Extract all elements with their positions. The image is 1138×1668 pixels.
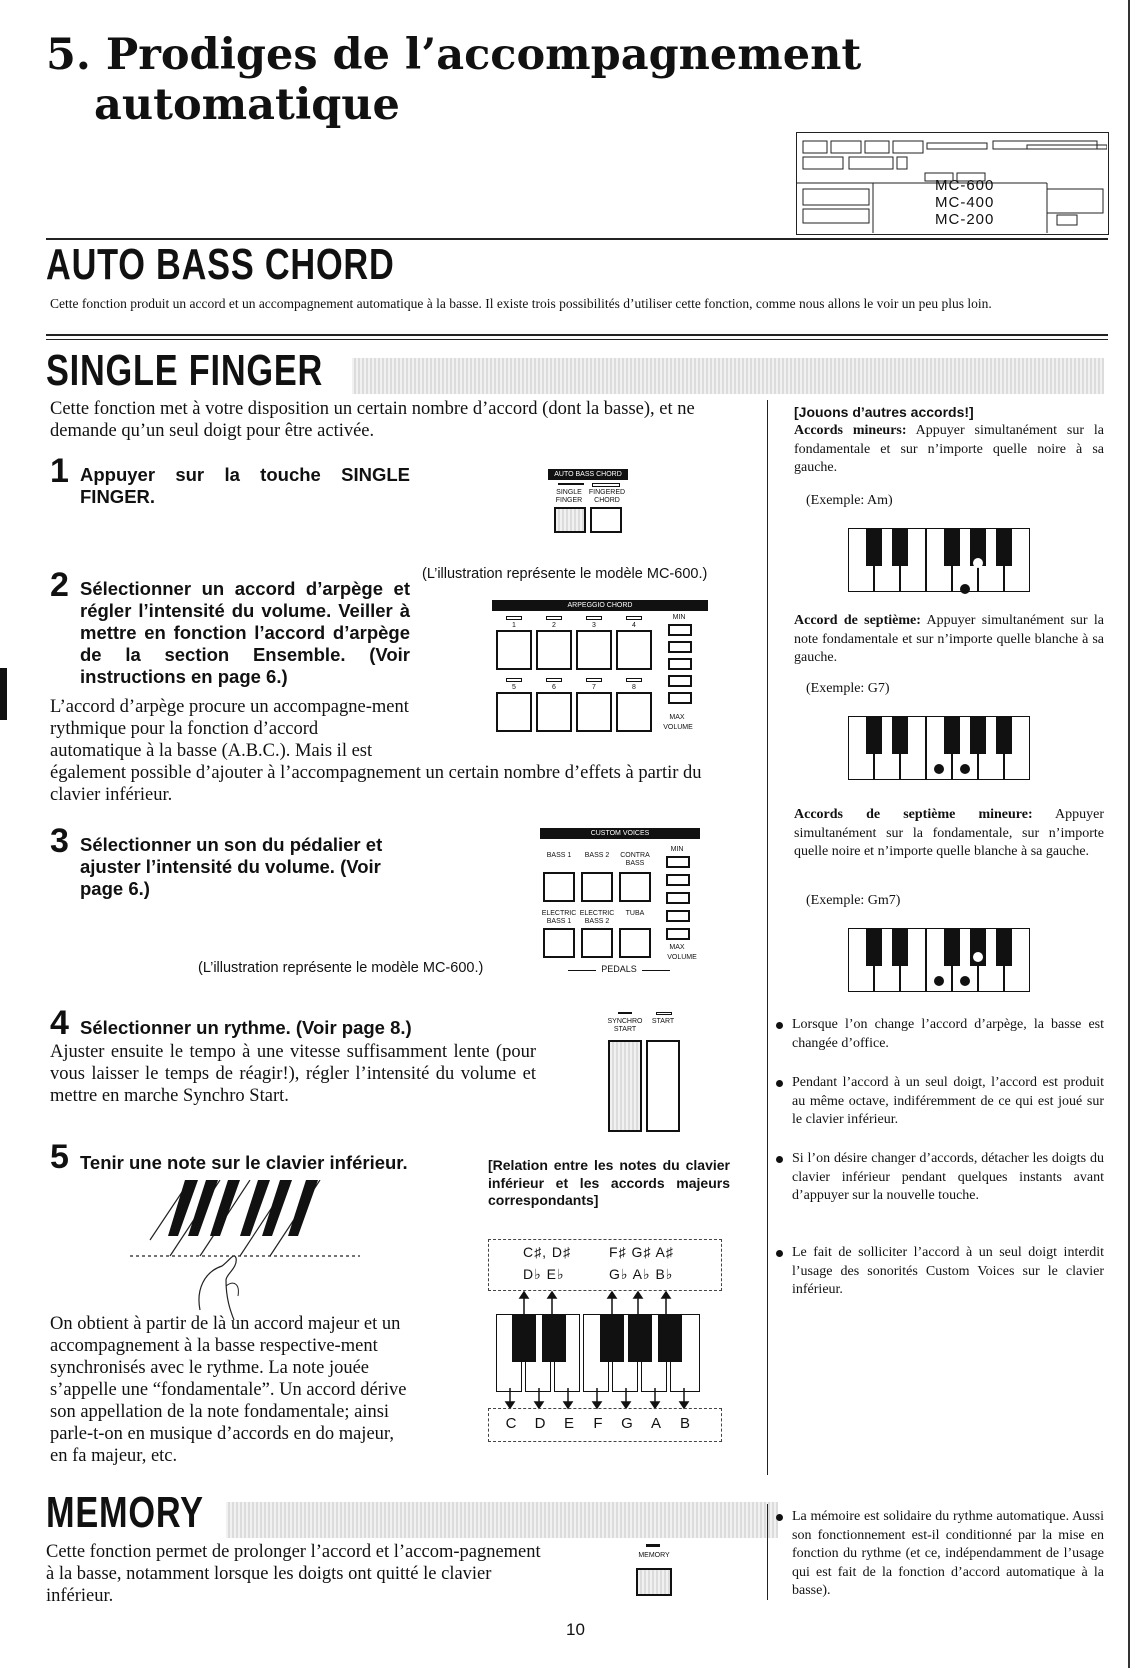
- single-finger-intro: Cette fonction met à votre disposition un certain nombre d’accord (dont la basse), et ne demande qu’un seul doigt pour être activée.: [50, 399, 695, 441]
- hand-keyboard-icon: [130, 1180, 360, 1320]
- arp-chord-button-4[interactable]: [616, 630, 652, 670]
- natural-note: D: [534, 1415, 546, 1432]
- chord-keyboard-gm7: [848, 928, 1032, 992]
- chapter-title-line2: automatique: [94, 80, 400, 130]
- arp-chord-button-8[interactable]: [616, 692, 652, 732]
- arp-number-label: 7: [592, 684, 596, 691]
- column-divider: [767, 400, 768, 1475]
- arp-volume-step[interactable]: [668, 658, 692, 670]
- relation-keyboard: [496, 1314, 704, 1392]
- arp-chord-button-6[interactable]: [536, 692, 572, 732]
- minor7-label: Accords de septième mineure:: [794, 807, 1033, 822]
- natural-note: B: [679, 1415, 690, 1432]
- single-finger-label: SINGLE FINGER: [555, 489, 583, 504]
- bullet-text: Lorsque l’on change l’accord d’arpège, la basse est changée d’office.: [792, 1017, 1104, 1051]
- black-key: [996, 528, 1012, 566]
- arp-chord-button-5[interactable]: [496, 692, 532, 732]
- memory-text: Cette fonction permet de prolonger l’accord et l’accom-pagnement à la basse, notamment lorsque les doigts ont quitté le clavier inférieur.: [46, 1542, 541, 1606]
- chord-dot: [973, 558, 983, 568]
- relation-title: [Relation entre les notes du clavier inférieur et les accords majeurs correspondants]: [488, 1157, 730, 1208]
- step-4-body: Ajuster ensuite le tempo à une vitesse suffisamment lente (pour vous laisser le temps de réagir!), régler l’intensité du volume et mettre en marche Synchro Start.: [50, 1042, 536, 1106]
- model-mc600: MC-600: [935, 177, 995, 194]
- arp-volume-stack[interactable]: [668, 624, 692, 704]
- chapter-title: [46, 30, 861, 130]
- memory-panel: [632, 1542, 676, 1598]
- voice-bass2-button[interactable]: [581, 872, 613, 902]
- step-1-heading: Appuyer sur la touche SINGLE FINGER.: [80, 464, 410, 507]
- chord-dot: [934, 764, 944, 774]
- custom-min-label: MIN: [670, 846, 684, 853]
- arp-indicator: [506, 678, 522, 682]
- flat-group-1: D♭ E♭: [523, 1266, 565, 1282]
- arp-volume-step[interactable]: [668, 624, 692, 636]
- caption-mc600-b: (L’illustration représente le modèle MC-600.): [198, 960, 484, 976]
- memory-heading: MEMORY: [46, 1488, 210, 1538]
- divider-2: [46, 334, 1108, 336]
- minor7-example: (Exemple: Gm7): [806, 893, 901, 908]
- black-key: [628, 1314, 652, 1362]
- model-mc400: MC-400: [935, 194, 995, 211]
- custom-volume-step[interactable]: [666, 928, 690, 940]
- memory-note: [792, 1508, 1104, 1601]
- black-key: [866, 928, 882, 966]
- sidebar-bullet: [792, 1016, 1104, 1053]
- natural-note: A: [650, 1415, 661, 1432]
- divider-3: [46, 339, 1108, 340]
- custom-voices-panel: [540, 828, 706, 978]
- memory-divider: [767, 1504, 768, 1600]
- relation-chord-box: [488, 1239, 722, 1291]
- synchro-start-button[interactable]: [608, 1040, 642, 1132]
- voice-ebass1-button[interactable]: [543, 928, 575, 958]
- black-key: [866, 528, 882, 566]
- step-3-heading: Sélectionner un son du pédalier et ajuster l’intensité du volume. (Voir page 6.): [80, 834, 383, 899]
- chord-dot: [960, 976, 970, 986]
- custom-volume-step[interactable]: [666, 874, 690, 886]
- arp-volume-label: VOLUME: [663, 724, 693, 731]
- arp-number-label: 3: [592, 622, 596, 629]
- arp-chord-button-7[interactable]: [576, 692, 612, 732]
- minor7-text: Appuyer simultanément sur la fondamentale, sur n’importe quelle noire et n’importe quelle blanche à sa gauche.: [794, 807, 1104, 859]
- chord-dot: [973, 952, 983, 962]
- model-list: [935, 177, 994, 228]
- sharp-group-1: C♯, D♯: [523, 1244, 571, 1260]
- arp-indicator: [626, 616, 642, 620]
- seventh-text: Appuyer simultanément sur la note fondamentale et sur n’importe quelle blanche à sa gauche.: [794, 613, 1104, 665]
- custom-volume-step[interactable]: [666, 856, 690, 868]
- page-edge: [1128, 0, 1130, 1668]
- arp-chord-button-3[interactable]: [576, 630, 612, 670]
- arp-number-label: 2: [552, 622, 556, 629]
- sidebar-minor7: [794, 806, 1104, 862]
- black-key: [944, 528, 960, 566]
- synchro-panel: [606, 1010, 682, 1130]
- black-key: [892, 928, 908, 966]
- model-mc200: MC-200: [935, 211, 995, 228]
- margin-mark: [0, 668, 7, 720]
- arp-max-label: MAX: [669, 714, 685, 721]
- arpeggio-panel: [492, 600, 708, 740]
- black-key: [996, 716, 1012, 754]
- sharp-group-2: F♯ G♯ A♯: [609, 1244, 674, 1260]
- chord-dot: [960, 584, 970, 594]
- chord-dot: [960, 764, 970, 774]
- natural-note: G: [621, 1415, 633, 1432]
- chord-dot: [934, 976, 944, 986]
- ebass1-label: ELECTRIC BASS 1: [541, 910, 577, 925]
- black-key: [944, 928, 960, 966]
- page-number: 10: [566, 1620, 585, 1639]
- custom-volume-step[interactable]: [666, 892, 690, 904]
- step-5-body: On obtient à partir de là un accord majeur et un accompagnement à la basse respective-ment synchronisés avec le rythme. La note jouée s’appelle une “fondamentale”. Un accord dérive son appellation de la note fondamentale; ainsi parle-t-on en musique d’accords en do majeur, en fa majeur, etc.: [50, 1314, 407, 1466]
- black-key: [658, 1314, 682, 1362]
- start-button[interactable]: [646, 1040, 680, 1132]
- step-3-number: 3: [50, 822, 69, 860]
- chord-keyboard-g7: [848, 716, 1032, 780]
- black-key: [892, 528, 908, 566]
- sidebar-minor: [794, 422, 1104, 478]
- arp-chord-button-2[interactable]: [536, 630, 572, 670]
- relation-natural-box: [488, 1408, 722, 1442]
- chapter-title-line1: 5. Prodiges de l’accompagnement: [46, 30, 862, 80]
- sidebar-seventh: [794, 612, 1104, 668]
- step-5-heading: Tenir une note sur le clavier inférieur.: [80, 1152, 408, 1173]
- arp-indicator: [586, 616, 602, 620]
- step-4-heading: Sélectionner un rythme. (Voir page 8.): [80, 1017, 412, 1038]
- arp-number-label: 5: [512, 684, 516, 691]
- arp-number-label: 6: [552, 684, 556, 691]
- step-1-number: 1: [50, 452, 69, 490]
- arp-indicator: [546, 678, 562, 682]
- voice-bass1-button[interactable]: [543, 872, 575, 902]
- fingered-chord-label: FINGERED CHORD: [588, 489, 626, 504]
- fingered-chord-button[interactable]: [590, 507, 622, 533]
- flat-group-2: G♭ A♭ B♭: [609, 1266, 674, 1282]
- custom-max-label: MAX: [669, 944, 685, 951]
- arp-volume-step[interactable]: [668, 692, 692, 704]
- black-key: [944, 716, 960, 754]
- natural-note: F: [593, 1415, 603, 1432]
- black-key: [996, 928, 1012, 966]
- tuba-label: TUBA: [625, 910, 645, 917]
- minor-label: Accords mineurs:: [794, 423, 907, 438]
- custom-voices-title: CUSTOM VOICES: [540, 828, 700, 839]
- sidebar-bullet: [792, 1074, 1104, 1130]
- arp-indicator: [506, 616, 522, 620]
- custom-volume-label: VOLUME: [667, 954, 697, 961]
- memory-button[interactable]: [636, 1568, 672, 1596]
- memory-shade-bar: [226, 1502, 778, 1538]
- natural-note: E: [563, 1415, 574, 1432]
- sidebar-bullet: [792, 1150, 1104, 1206]
- black-key: [866, 716, 882, 754]
- arp-indicator: [586, 678, 602, 682]
- contrabass-label: CONTRA BASS: [620, 852, 650, 867]
- ebass2-label: ELECTRIC BASS 2: [579, 910, 615, 925]
- step-2-heading: Sélectionner un accord d’arpège et régler l’intensité du volume. Veiller à mettre en fonction l’accord d’arpège de la section Ensemble. (Voir instructions en page 6.): [80, 578, 410, 687]
- memory-label: MEMORY: [638, 1552, 670, 1559]
- bass1-label: BASS 1: [546, 852, 572, 859]
- single-finger-button[interactable]: [554, 507, 586, 533]
- step-2-number: 2: [50, 566, 69, 604]
- arp-number-label: 4: [632, 622, 636, 629]
- bass2-label: BASS 2: [584, 852, 610, 859]
- black-key: [970, 716, 986, 754]
- minor-text: Appuyer simultanément sur la fondamentale et sur n’importe quelle noire à sa gauche.: [794, 423, 1104, 475]
- model-panel-illustration: [796, 132, 1109, 235]
- step-4-number: 4: [50, 1004, 69, 1042]
- step-2-body-1: L’accord d’arpège procure un accompagne-ment rythmique pour la fonction d’accord automatique à la basse (A.B.C.). Mais il est: [50, 697, 409, 761]
- start-label: START: [651, 1018, 675, 1025]
- pedals-label: PEDALS: [596, 965, 642, 973]
- sidebar-bullet: [792, 1244, 1104, 1300]
- arp-indicator: [626, 678, 642, 682]
- minor-example: (Exemple: Am): [806, 493, 893, 508]
- arp-number-label: 8: [632, 684, 636, 691]
- pedals-line-right: [642, 970, 670, 971]
- custom-volume-stack[interactable]: [666, 856, 690, 940]
- black-key: [892, 716, 908, 754]
- abc-panel-title: AUTO BASS CHORD: [548, 469, 628, 480]
- arp-chord-button-1[interactable]: [496, 630, 532, 670]
- memory-note-text: La mémoire est solidaire du rythme automatique. Aussi son fonctionnement est-il conditionné par la mise en fonction du rythme (et ce, indépendamment de l’usage qui est fait de la fonction d’accord automatique à la basse).: [792, 1509, 1104, 1598]
- heading-shade-bar: [352, 358, 1104, 394]
- custom-volume-step[interactable]: [666, 910, 690, 922]
- single-finger-heading: SINGLE FINGER: [46, 346, 329, 396]
- caption-mc600-a: (L’illustration représente le modèle MC-600.): [422, 566, 708, 582]
- sidebar-heading: [Jouons d’autres accords!]: [794, 404, 974, 420]
- natural-note: C: [505, 1415, 517, 1432]
- seventh-label: Accord de septième:: [794, 613, 921, 628]
- black-key: [542, 1314, 566, 1362]
- auto-bass-chord-heading: AUTO BASS CHORD: [46, 240, 395, 289]
- auto-bass-intro: Cette fonction produit un accord et un accompagnement automatique à la basse. Il existe trois possibilités d’utiliser cette fonction, comme nous allons le voir un peu plus loin.: [50, 296, 992, 311]
- chord-keyboard-am: [848, 528, 1032, 592]
- bullet-text: Pendant l’accord à un seul doigt, l’accord est produit au même octave, indiféremment de ce qui est joué sur le clavier inférieur.: [792, 1075, 1104, 1127]
- arpeggio-panel-title: ARPEGGIO CHORD: [492, 600, 708, 611]
- black-key: [512, 1314, 536, 1362]
- abc-panel: [548, 469, 628, 533]
- arp-number-label: 1: [512, 622, 516, 629]
- arp-volume-step[interactable]: [668, 675, 692, 687]
- bullet-text: Si l’on désire changer d’accords, détacher les doigts du clavier inférieur pendant quelques instants avant d’appuyer sur la nouvelle touche.: [792, 1151, 1104, 1203]
- voice-contrabass-button[interactable]: [619, 872, 651, 902]
- arp-volume-step[interactable]: [668, 641, 692, 653]
- arp-min-label: MIN: [672, 614, 686, 621]
- seventh-example: (Exemple: G7): [806, 681, 890, 696]
- arp-indicator: [546, 616, 562, 620]
- bullet-text: Le fait de solliciter l’accord à un seul doigt interdit l’usage des sonorités Custom Voices sur le clavier inférieur.: [792, 1245, 1104, 1297]
- black-key: [600, 1314, 624, 1362]
- step-2-body-2: également possible d’ajouter à l’accompagnement un certain nombre d’effets à partir du clavier inférieur.: [50, 763, 702, 805]
- synchro-start-label: SYNCHRO START: [607, 1018, 643, 1033]
- voice-tuba-button[interactable]: [619, 928, 651, 958]
- step-5-number: 5: [50, 1138, 69, 1176]
- voice-ebass2-button[interactable]: [581, 928, 613, 958]
